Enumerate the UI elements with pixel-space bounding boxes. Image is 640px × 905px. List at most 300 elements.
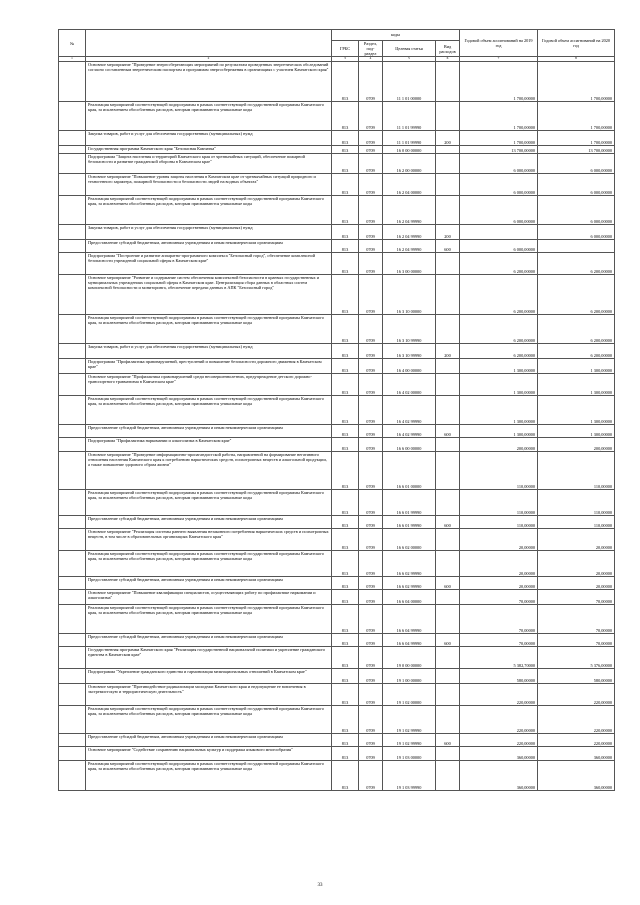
row-target-article: 16 6 04 99990	[383, 634, 436, 647]
row-number	[59, 374, 86, 396]
column-number: 6	[436, 57, 460, 62]
row-expense-type: 600	[436, 425, 460, 438]
table-row	[59, 516, 615, 529]
row-amount-2019: 1 700,00000	[460, 102, 538, 131]
row-razdel: 0709	[359, 529, 383, 551]
col-header-grbs: ГРБС	[332, 41, 359, 57]
row-name: Закупка товаров, работ и услуг для обеспечения государственных (муниципальных) нужд	[86, 344, 332, 359]
row-name: Государственная программа Камчатского края "Безопасная Камчатка"	[86, 146, 332, 154]
row-amount-2020: 1 300,00000	[538, 374, 615, 396]
row-amount-2020: 1 700,00000	[538, 131, 615, 146]
row-expense-type: 200	[436, 225, 460, 240]
row-target-article: 16 4 00 00000	[383, 359, 436, 374]
row-grbs: 813	[332, 761, 359, 791]
table-row	[59, 174, 615, 196]
row-amount-2020: 110,00000	[538, 490, 615, 516]
row-amount-2019: 6 000,00000	[460, 196, 538, 225]
row-number	[59, 359, 86, 374]
table-row	[59, 359, 615, 374]
row-grbs: 813	[332, 669, 359, 684]
col-header-name	[86, 30, 332, 57]
row-amount-2019: 1 300,00000	[460, 374, 538, 396]
row-number	[59, 551, 86, 577]
row-name: Реализация мероприятий соответствующей подпрограммы в рамках соответствующей государственной программы Камчатского края, за исключением обособленных расходов, которым присваиваются уникальные коды	[86, 551, 332, 577]
row-number	[59, 734, 86, 747]
row-amount-2020: 110,00000	[538, 452, 615, 490]
row-number	[59, 747, 86, 761]
row-expense-type	[436, 396, 460, 425]
row-razdel: 0709	[359, 747, 383, 761]
row-amount-2020: 1 300,00000	[538, 425, 615, 438]
row-razdel: 0709	[359, 425, 383, 438]
row-razdel: 0709	[359, 605, 383, 634]
row-amount-2019	[460, 225, 538, 240]
row-razdel: 0709	[359, 490, 383, 516]
row-name: Реализация мероприятий соответствующей подпрограммы в рамках соответствующей государственной программы Камчатского края, за исключением обособленных расходов, которым присваиваются уникальные коды	[86, 490, 332, 516]
row-name: Предоставление субсидий бюджетным, автономным учреждениям и иным некоммерческим организациям	[86, 240, 332, 253]
row-razdel: 0709	[359, 551, 383, 577]
row-amount-2019: 1 300,00000	[460, 425, 538, 438]
row-name: Подпрограмма "Построение и развитие аппаратно-программного комплекса "Безопасный город", обеспечение комплексной безопасности учреждений социальной сферы в Камчатском крае"	[86, 253, 332, 275]
row-razdel: 0709	[359, 315, 383, 344]
row-expense-type: 600	[436, 634, 460, 647]
row-expense-type: 600	[436, 516, 460, 529]
row-amount-2020: 220,00000	[538, 706, 615, 734]
row-amount-2020: 6 200,00000	[538, 275, 615, 315]
row-amount-2019: 6 200,00000	[460, 275, 538, 315]
row-grbs: 813	[332, 174, 359, 196]
row-amount-2019: 6 000,00000	[460, 240, 538, 253]
row-amount-2020: 20,00000	[538, 551, 615, 577]
row-grbs: 813	[332, 747, 359, 761]
row-razdel: 0709	[359, 275, 383, 315]
row-number	[59, 146, 86, 154]
row-name: Предоставление субсидий бюджетным, автономным учреждениям и иным некоммерческим организациям	[86, 516, 332, 529]
row-grbs: 813	[332, 577, 359, 590]
row-name: Предоставление субсидий бюджетным, автономным учреждениям и иным некоммерческим организациям	[86, 577, 332, 590]
row-razdel: 0709	[359, 647, 383, 669]
row-razdel: 0709	[359, 344, 383, 359]
row-expense-type	[436, 438, 460, 452]
row-number	[59, 516, 86, 529]
row-amount-2020: 200,00000	[538, 438, 615, 452]
row-target-article: 16 3 10 99990	[383, 344, 436, 359]
row-expense-type	[436, 551, 460, 577]
row-number	[59, 396, 86, 425]
row-razdel: 0709	[359, 684, 383, 706]
table-row	[59, 154, 615, 174]
row-target-article: 16 6 02 99990	[383, 577, 436, 590]
table-row	[59, 225, 615, 240]
table-row	[59, 605, 615, 634]
row-amount-2019: 360,00000	[460, 761, 538, 791]
row-number	[59, 684, 86, 706]
row-name: Реализация мероприятий соответствующей подпрограммы в рамках соответствующей государственной программы Камчатского края, за исключением обособленных расходов, которым присваиваются уникальные коды	[86, 761, 332, 791]
table-row	[59, 253, 615, 275]
row-amount-2019: 360,00000	[460, 747, 538, 761]
row-amount-2019: 110,00000	[460, 490, 538, 516]
row-amount-2019: 70,00000	[460, 590, 538, 605]
table-row	[59, 452, 615, 490]
row-grbs: 813	[332, 516, 359, 529]
row-grbs: 813	[332, 374, 359, 396]
row-name: Реализация мероприятий соответствующей подпрограммы в рамках соответствующей государственной программы Камчатского края, за исключением обособленных расходов, которым присваиваются уникальные коды	[86, 605, 332, 634]
row-amount-2020: 110,00000	[538, 516, 615, 529]
row-grbs: 813	[332, 425, 359, 438]
row-amount-2019: 1 300,00000	[460, 359, 538, 374]
row-razdel: 0709	[359, 174, 383, 196]
row-target-article: 16 6 01 99990	[383, 516, 436, 529]
table-row	[59, 396, 615, 425]
row-number	[59, 452, 86, 490]
col-header-year1: Годовой объем ассигнований на 2019 год	[460, 30, 538, 57]
row-target-article: 11 1 01 99990	[383, 102, 436, 131]
row-razdel: 0709	[359, 452, 383, 490]
table-row	[59, 344, 615, 359]
row-amount-2019: 220,00000	[460, 684, 538, 706]
row-expense-type	[436, 62, 460, 102]
row-expense-type	[436, 647, 460, 669]
row-target-article: 19 1 00 00000	[383, 669, 436, 684]
row-target-article: 16 6 01 99990	[383, 490, 436, 516]
row-amount-2019: 5 382,70000	[460, 647, 538, 669]
row-amount-2019: 110,00000	[460, 452, 538, 490]
row-number	[59, 761, 86, 791]
row-amount-2019: 1 300,00000	[460, 396, 538, 425]
column-number: 3	[332, 57, 359, 62]
row-target-article: 16 6 04 99990	[383, 605, 436, 634]
row-amount-2020: 70,00000	[538, 634, 615, 647]
row-amount-2020: 6 000,00000	[538, 225, 615, 240]
row-razdel: 0709	[359, 516, 383, 529]
column-number: 2	[86, 57, 332, 62]
row-grbs: 813	[332, 452, 359, 490]
row-grbs: 813	[332, 551, 359, 577]
row-target-article: 11 1 01 99990	[383, 131, 436, 146]
table-row	[59, 131, 615, 146]
row-razdel: 0709	[359, 154, 383, 174]
row-amount-2019: 580,00000	[460, 669, 538, 684]
row-name: Закупка товаров, работ и услуг для обеспечения государственных (муниципальных) нужд	[86, 131, 332, 146]
row-razdel: 0709	[359, 438, 383, 452]
row-expense-type	[436, 315, 460, 344]
row-amount-2020: 6 000,00000	[538, 154, 615, 174]
row-name: Основное мероприятие "Развитие и содержание систем обеспечения комплексной безопасности в краевых государственных и муниципальных учреждениях социальной сферы в Камчатском крае. Централизация сбора данных в областных систем комплексной безопасности и мониторинга, обеспечение передачи данных в АПК "Безопасный город"	[86, 275, 332, 315]
row-expense-type	[436, 359, 460, 374]
row-target-article: 19 1 02 00000	[383, 684, 436, 706]
row-amount-2019: 110,00000	[460, 516, 538, 529]
row-target-article: 16 3 00 00000	[383, 253, 436, 275]
row-name: Реализация мероприятий соответствующей подпрограммы в рамках соответствующей государственной программы Камчатского края, за исключением обособленных расходов, которым присваиваются уникальные коды	[86, 102, 332, 131]
row-number	[59, 131, 86, 146]
row-grbs: 813	[332, 154, 359, 174]
row-target-article: 16 4 02 99990	[383, 396, 436, 425]
row-amount-2020: 70,00000	[538, 590, 615, 605]
row-amount-2020: 6 000,00000	[538, 174, 615, 196]
row-amount-2019: 1 700,00000	[460, 131, 538, 146]
table-row	[59, 240, 615, 253]
row-amount-2020: 5 376,00000	[538, 647, 615, 669]
row-name: Предоставление субсидий бюджетным, автономным учреждениям и иным некоммерческим организациям	[86, 734, 332, 747]
row-razdel: 0709	[359, 225, 383, 240]
row-razdel: 0709	[359, 374, 383, 396]
row-amount-2019: 70,00000	[460, 634, 538, 647]
row-expense-type	[436, 605, 460, 634]
row-expense-type	[436, 253, 460, 275]
row-number	[59, 62, 86, 102]
row-grbs: 813	[332, 62, 359, 102]
row-expense-type	[436, 374, 460, 396]
row-target-article: 16 4 02 00000	[383, 374, 436, 396]
row-razdel: 0709	[359, 196, 383, 225]
row-number	[59, 647, 86, 669]
budget-table	[58, 29, 615, 791]
page-number: 33	[317, 883, 323, 888]
col-header-num: №	[59, 30, 86, 57]
row-amount-2019: 6 200,00000	[460, 344, 538, 359]
row-name: Предоставление субсидий бюджетным, автономным учреждениям и иным некоммерческим организациям	[86, 425, 332, 438]
row-name: Реализация мероприятий соответствующей подпрограммы в рамках соответствующей государственной программы Камчатского края, за исключением обособленных расходов, которым присваиваются уникальные коды	[86, 396, 332, 425]
col-header-csr: Целевая статья	[383, 41, 436, 57]
row-expense-type	[436, 590, 460, 605]
row-grbs: 813	[332, 275, 359, 315]
table-row	[59, 669, 615, 684]
table-row	[59, 102, 615, 131]
table-row	[59, 684, 615, 706]
row-target-article: 16 6 04 00000	[383, 590, 436, 605]
row-number	[59, 577, 86, 590]
row-amount-2019: 6 200,00000	[460, 253, 538, 275]
row-name: Основное мероприятие "Проведение энергосберегающих мероприятий по результатам проведенных энергетических обследований согласно составленным энергетическим паспортам и программам энергосбережения в организациях с участием Камчатского края"	[86, 62, 332, 102]
row-razdel: 0709	[359, 706, 383, 734]
table-row	[59, 734, 615, 747]
row-target-article: 11 1 01 00000	[383, 62, 436, 102]
row-razdel: 0709	[359, 131, 383, 146]
row-expense-type	[436, 174, 460, 196]
col-header-razdel: Раздел, под-раздел	[359, 41, 383, 57]
row-amount-2020: 360,00000	[538, 747, 615, 761]
row-expense-type	[436, 154, 460, 174]
row-grbs: 813	[332, 396, 359, 425]
row-grbs: 813	[332, 196, 359, 225]
row-grbs: 813	[332, 240, 359, 253]
table-row	[59, 196, 615, 225]
table-row	[59, 706, 615, 734]
table-row	[59, 425, 615, 438]
row-amount-2020: 6 000,00000	[538, 196, 615, 225]
row-grbs: 813	[332, 734, 359, 747]
column-number: 7	[460, 57, 538, 62]
row-number	[59, 669, 86, 684]
row-number	[59, 344, 86, 359]
col-header-year2: Годовой объем ассигнований на 2020 год	[538, 30, 615, 57]
row-expense-type	[436, 452, 460, 490]
row-name: Основное мероприятие "Повышение квалификации специалистов, осуществляющих работу по профилактике наркомании и алкоголизма"	[86, 590, 332, 605]
col-header-vr: Вид расходов	[436, 41, 460, 57]
row-name: Закупка товаров, работ и услуг для обеспечения государственных (муниципальных) нужд	[86, 225, 332, 240]
row-name: Основное мероприятие "Повышение уровня защиты населения в Камчатском крае от чрезвычайных ситуаций природного и техногенного характера, пожарной безопасности и безопасности людей на водных объектах"	[86, 174, 332, 196]
row-amount-2020: 580,00000	[538, 669, 615, 684]
row-grbs: 813	[332, 146, 359, 154]
row-amount-2020	[538, 240, 615, 253]
row-name: Предоставление субсидий бюджетным, автономным учреждениям и иным некоммерческим организациям	[86, 634, 332, 647]
column-number: 1	[59, 57, 86, 62]
row-target-article: 19 1 02 99990	[383, 734, 436, 747]
row-number	[59, 590, 86, 605]
row-name: Реализация мероприятий соответствующей подпрограммы в рамках соответствующей государственной программы Камчатского края, за исключением обособленных расходов, которым присваиваются уникальные коды	[86, 196, 332, 225]
table-body	[59, 62, 615, 791]
table-row	[59, 62, 615, 102]
row-name: Реализация мероприятий соответствующей подпрограммы в рамках соответствующей государственной программы Камчатского края, за исключением обособленных расходов, которым присваиваются уникальные коды	[86, 315, 332, 344]
table-row	[59, 438, 615, 452]
row-grbs: 813	[332, 647, 359, 669]
table-row	[59, 146, 615, 154]
row-target-article: 16 2 04 99990	[383, 196, 436, 225]
row-number	[59, 275, 86, 315]
row-razdel: 0709	[359, 577, 383, 590]
row-grbs: 813	[332, 315, 359, 344]
row-amount-2020: 20,00000	[538, 577, 615, 590]
row-razdel: 0709	[359, 62, 383, 102]
row-expense-type: 200	[436, 344, 460, 359]
row-expense-type	[436, 669, 460, 684]
row-amount-2020: 6 200,00000	[538, 315, 615, 344]
row-amount-2019: 200,00000	[460, 438, 538, 452]
row-amount-2020: 1 300,00000	[538, 359, 615, 374]
row-amount-2020: 220,00000	[538, 734, 615, 747]
table-row	[59, 529, 615, 551]
row-name: Основное мероприятие "Профилактика правонарушений среди несовершеннолетних, предупреждение детского дорожно-транспортного травматизма в Камчатском крае"	[86, 374, 332, 396]
row-amount-2019: 1 700,00000	[460, 62, 538, 102]
budget-table-sheet	[58, 29, 614, 791]
row-number	[59, 706, 86, 734]
row-amount-2020: 220,00000	[538, 684, 615, 706]
row-name: Подпрограмма "Укрепление гражданского единства и гармонизация межнациональных отношений в Камчатском крае"	[86, 669, 332, 684]
row-expense-type	[436, 747, 460, 761]
row-grbs: 813	[332, 438, 359, 452]
row-number	[59, 154, 86, 174]
row-amount-2020: 20,00000	[538, 529, 615, 551]
row-name: Основное мероприятие "Противодействие радикализации молодежи Камчатского края и недопущение ее вовлечения в экстремистскую и террористическую деятельность"	[86, 684, 332, 706]
row-target-article: 16 0 00 00000	[383, 146, 436, 154]
row-razdel: 0709	[359, 146, 383, 154]
row-name: Подпрограмма "Профилактика наркомании и алкоголизма в Камчатском крае"	[86, 438, 332, 452]
row-grbs: 813	[332, 490, 359, 516]
row-expense-type	[436, 102, 460, 131]
row-number	[59, 438, 86, 452]
table-row	[59, 590, 615, 605]
row-amount-2019: 70,00000	[460, 605, 538, 634]
row-target-article: 16 2 00 00000	[383, 154, 436, 174]
row-grbs: 813	[332, 344, 359, 359]
row-name: Основное мероприятие "Проведение информационно-пропагандистской работы, направленной на формирование негативного отношения населения Камчатского края к потреблению наркотических средств, психотропных веществ и алкогольной продукции, а также повышение здорового образа жизни"	[86, 452, 332, 490]
row-number	[59, 253, 86, 275]
row-amount-2019: 6 200,00000	[460, 315, 538, 344]
row-target-article: 16 6 01 00000	[383, 452, 436, 490]
row-target-article: 16 3 10 00000	[383, 275, 436, 315]
table-row	[59, 747, 615, 761]
row-amount-2019: 20,00000	[460, 529, 538, 551]
row-target-article: 16 6 02 99990	[383, 551, 436, 577]
row-target-article: 19 1 03 00000	[383, 747, 436, 761]
row-amount-2020: 6 200,00000	[538, 344, 615, 359]
row-razdel: 0709	[359, 396, 383, 425]
row-expense-type	[436, 490, 460, 516]
row-grbs: 813	[332, 102, 359, 131]
row-amount-2019: 13 700,00000	[460, 146, 538, 154]
row-amount-2019: 220,00000	[460, 706, 538, 734]
row-name: Подпрограмма "Профилактика правонарушений, преступлений и повышение безопасности дорожного движения в Камчатском крае"	[86, 359, 332, 374]
row-grbs: 813	[332, 131, 359, 146]
row-grbs: 813	[332, 253, 359, 275]
row-target-article: 16 4 02 99990	[383, 425, 436, 438]
row-number	[59, 315, 86, 344]
row-name: Основное мероприятие "Содействие сохранению национальных культур и поддержка языкового многообразия"	[86, 747, 332, 761]
table-row	[59, 634, 615, 647]
table-row	[59, 374, 615, 396]
row-razdel: 0709	[359, 734, 383, 747]
row-amount-2020: 70,00000	[538, 605, 615, 634]
row-expense-type	[436, 196, 460, 225]
row-amount-2020: 360,00000	[538, 761, 615, 791]
row-grbs: 813	[332, 605, 359, 634]
row-number	[59, 102, 86, 131]
row-target-article: 16 2 04 99990	[383, 240, 436, 253]
row-grbs: 813	[332, 225, 359, 240]
table-row	[59, 577, 615, 590]
column-number: 8	[538, 57, 615, 62]
row-target-article: 19 0 00 00000	[383, 647, 436, 669]
row-amount-2019: 6 000,00000	[460, 154, 538, 174]
row-number	[59, 529, 86, 551]
row-target-article: 16 2 04 00000	[383, 174, 436, 196]
row-expense-type	[436, 146, 460, 154]
column-number: 4	[359, 57, 383, 62]
row-amount-2020: 13 700,00000	[538, 146, 615, 154]
row-grbs: 813	[332, 529, 359, 551]
row-number	[59, 196, 86, 225]
row-expense-type	[436, 684, 460, 706]
row-expense-type	[436, 761, 460, 791]
row-razdel: 0709	[359, 253, 383, 275]
row-razdel: 0709	[359, 240, 383, 253]
row-razdel: 0709	[359, 761, 383, 791]
row-razdel: 0709	[359, 669, 383, 684]
table-row	[59, 551, 615, 577]
row-expense-type	[436, 529, 460, 551]
table-row	[59, 490, 615, 516]
row-expense-type: 600	[436, 577, 460, 590]
table-row	[59, 761, 615, 791]
col-header-codes: коды	[332, 30, 460, 41]
row-number	[59, 425, 86, 438]
row-name: Государственная программа Камчатского края "Реализация государственной национальной политики и укрепление гражданского единства в Камчатском крае"	[86, 647, 332, 669]
row-razdel: 0709	[359, 634, 383, 647]
row-razdel: 0709	[359, 359, 383, 374]
row-grbs: 813	[332, 359, 359, 374]
row-number	[59, 240, 86, 253]
table-row	[59, 275, 615, 315]
column-number: 5	[383, 57, 436, 62]
row-razdel: 0709	[359, 102, 383, 131]
row-expense-type	[436, 275, 460, 315]
row-amount-2020: 6 200,00000	[538, 253, 615, 275]
row-expense-type: 200	[436, 131, 460, 146]
row-amount-2020: 1 700,00000	[538, 102, 615, 131]
row-target-article: 19 1 03 99990	[383, 761, 436, 791]
row-name: Реализация мероприятий соответствующей подпрограммы в рамках соответствующей государственной программы Камчатского края, за исключением обособленных расходов, которым присваиваются уникальные коды	[86, 706, 332, 734]
row-amount-2020: 1 300,00000	[538, 396, 615, 425]
